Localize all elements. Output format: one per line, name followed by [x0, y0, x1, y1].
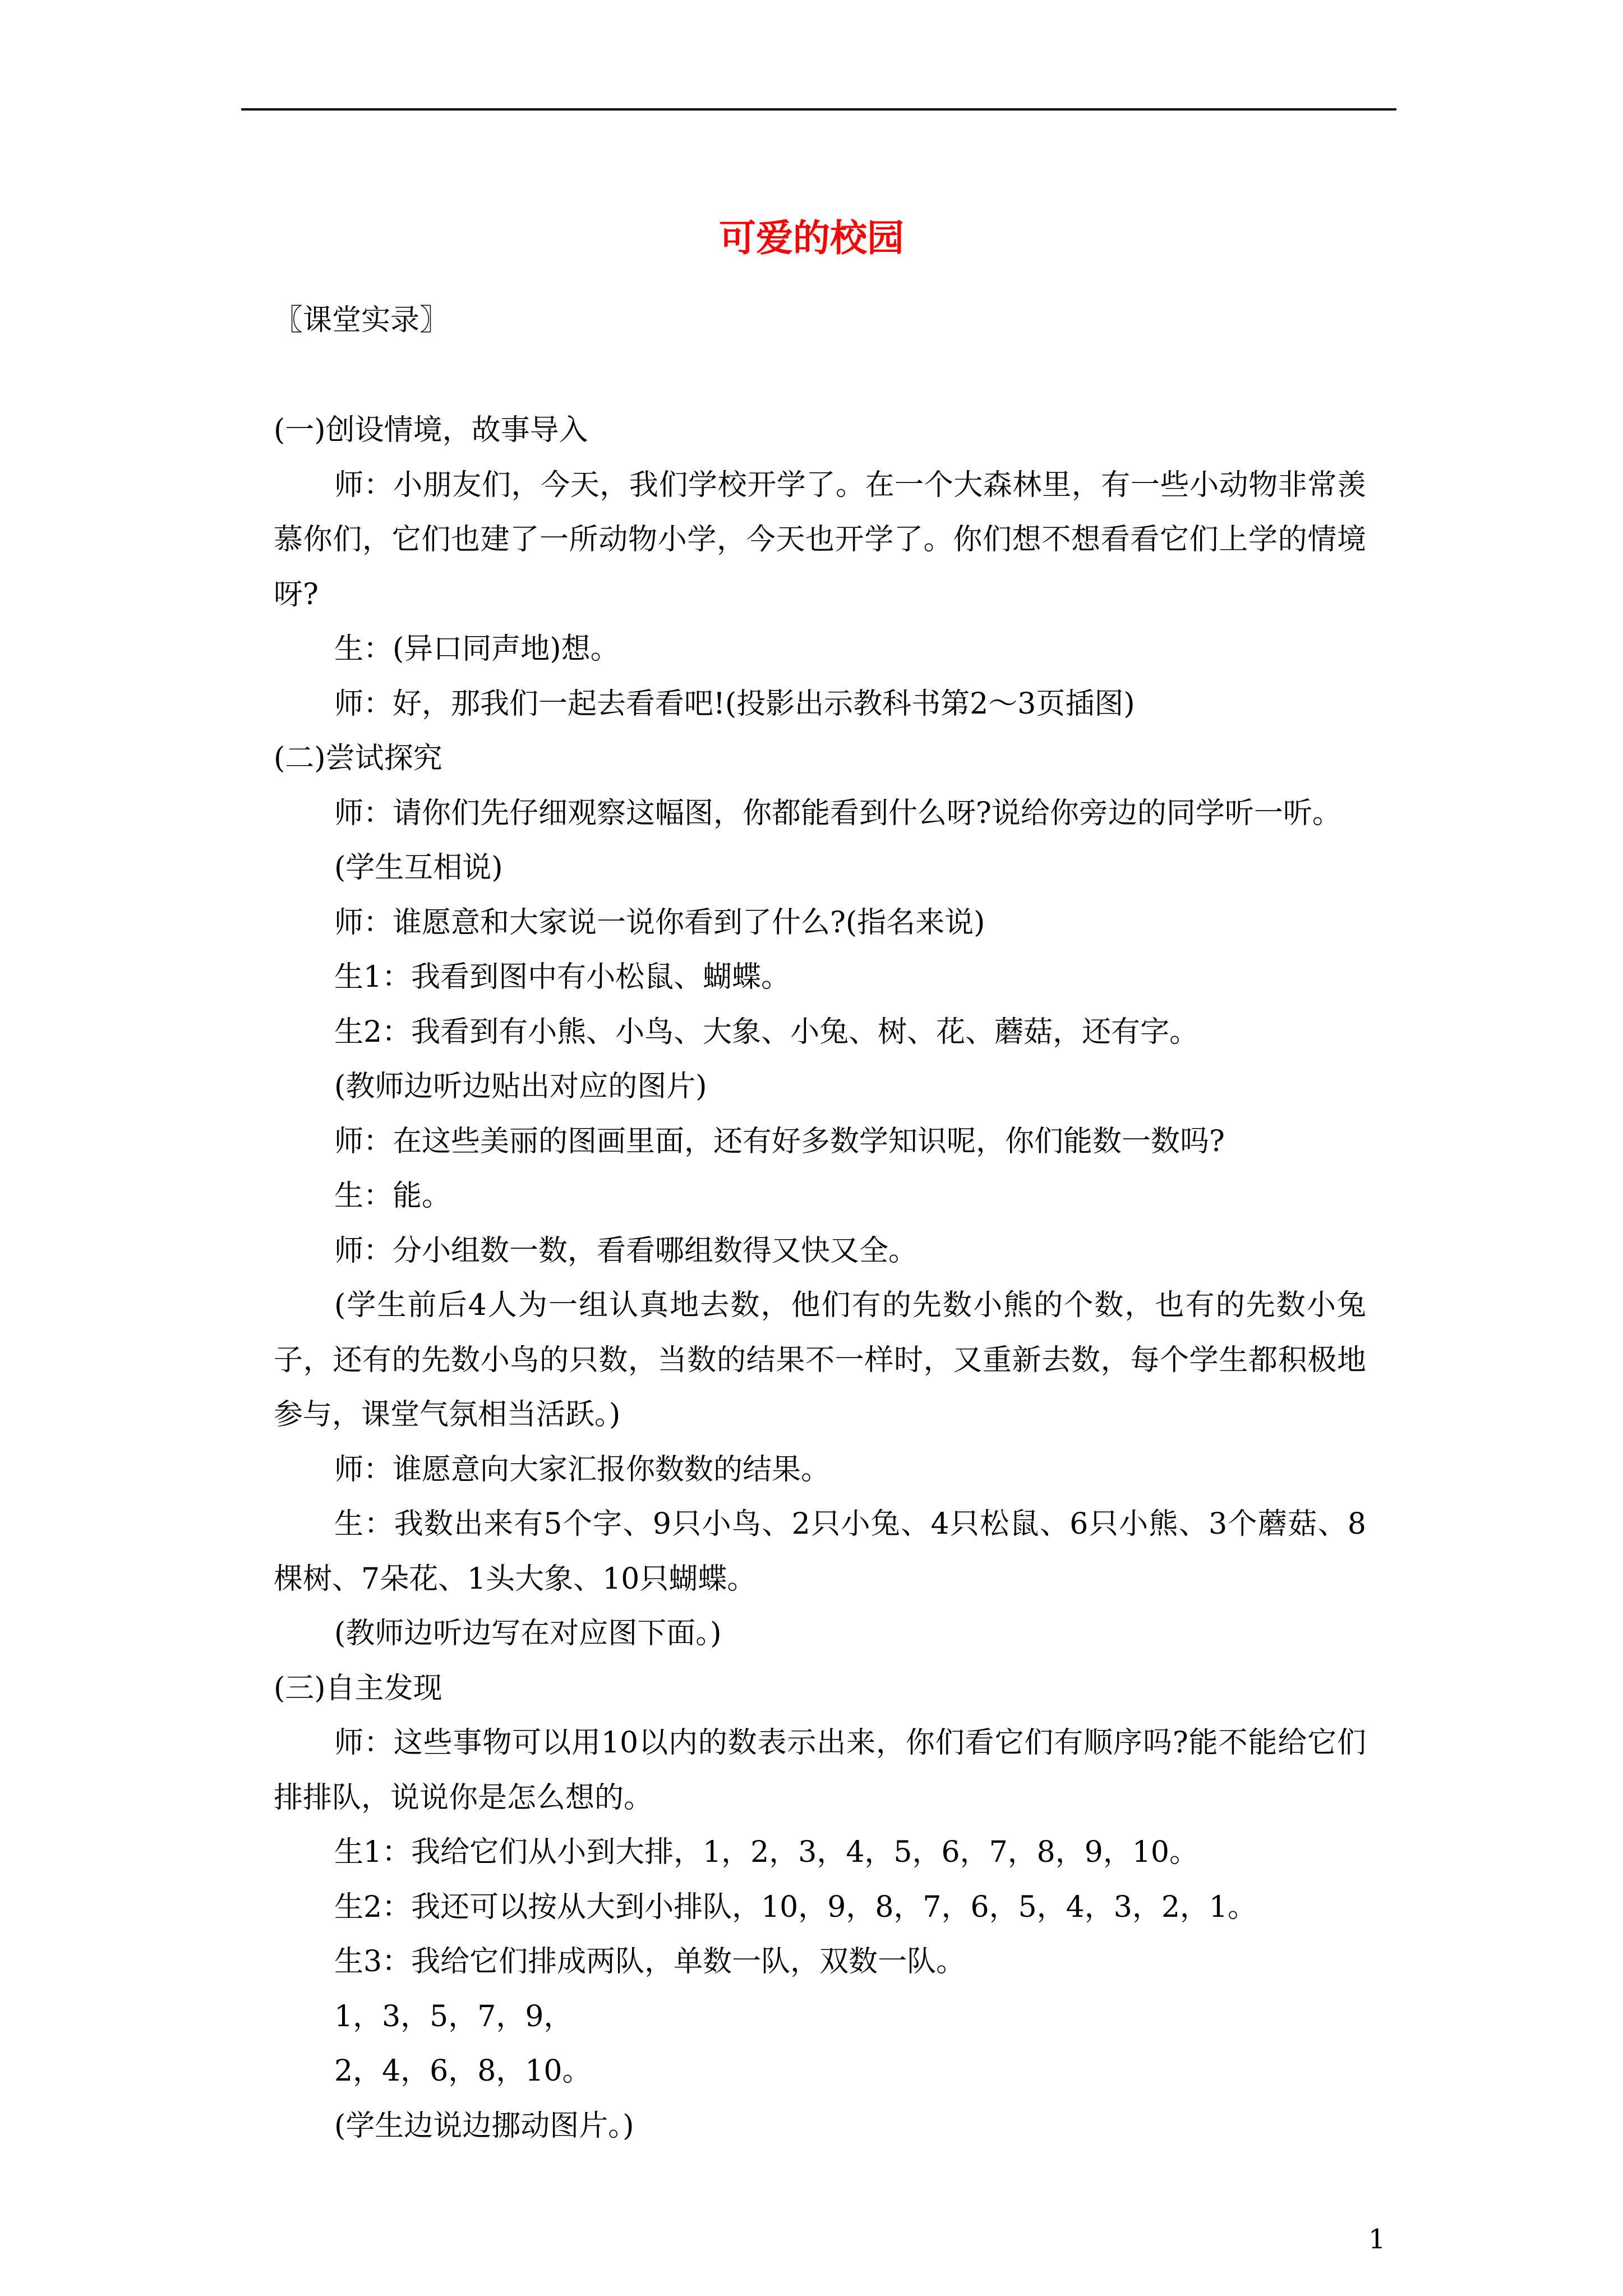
paragraph: 2，4，6，8，10。 [334, 2054, 592, 2088]
paragraph: 师：这些事物可以用10以内的数表示出来，你们看它们有顺序吗?能不能给它们排排队，说说你是怎么想的。 [274, 1726, 1366, 1815]
paragraph: 师：谁愿意向大家汇报你数数的结果。 [334, 1452, 831, 1487]
section-heading: (三)自主发现 [274, 1671, 442, 1705]
paragraph: (教师边听边写在对应图下面。) [334, 1617, 722, 1650]
paragraph: 生：能。 [334, 1179, 451, 1213]
paragraph: (学生前后4人为一组认真地去数，他们有的先数小熊的个数，也有的先数小兔子，还有的先数小鸟的只数，当数的结果不一样时，又重新去数，每个学生都积极地参与，课堂气氛相当活跃。) [274, 1289, 1366, 1432]
paragraph: 师：小朋友们，今天，我们学校开学了。在一个大森林里，有一些小动物非常羡慕你们，它们也建了一所动物小学，今天也开学了。你们想不想看看它们上学的情境呀? [274, 468, 1366, 611]
paragraph: 师：好，那我们一起去看看吧!(投影出示教科书第2～3页插图) [334, 687, 1135, 721]
paragraph: (学生边说边挪动图片。) [334, 2109, 634, 2143]
paragraph: 师：在这些美丽的图画里面，还有好多数学知识呢，你们能数一数吗? [334, 1124, 1225, 1158]
paragraph: 生2：我还可以按从大到小排队，10，9，8，7，6，5，4，3，2，1。 [334, 1890, 1257, 1924]
paragraph: 生：(异口同声地)想。 [334, 632, 620, 666]
paragraph: 生1：我看到图中有小松鼠、蝴蝶。 [334, 960, 791, 994]
paragraph: (教师边听边贴出对应的图片) [334, 1070, 707, 1103]
section-heading: (二)尝试探究 [274, 742, 442, 775]
paragraph: 生1：我给它们从小到大排，1，2，3，4，5，6，7，8，9，10。 [334, 1835, 1199, 1869]
paragraph: 1，3，5，7，9， [334, 1999, 573, 2033]
page-number: 1 [1368, 2224, 1386, 2255]
document-body [274, 403, 1366, 2154]
section-heading: (一)创设情境，故事导入 [274, 413, 588, 447]
section-label: 〖课堂实录〗 [274, 303, 449, 337]
paragraph: 生2：我看到有小熊、小鸟、大象、小兔、树、花、蘑菇，还有字。 [334, 1015, 1199, 1049]
paragraph: 师：分小组数一数，看看哪组数得又快又全。 [334, 1234, 918, 1268]
paragraph: 师：请你们先仔细观察这幅图，你都能看到什么呀?说给你旁边的同学听一听。 [334, 796, 1341, 830]
paragraph: 生3：我给它们排成两队，单数一队，双数一队。 [334, 1945, 966, 1978]
document-title: 可爱的校园 [719, 216, 904, 260]
paragraph: (学生互相说) [334, 851, 503, 885]
paragraph: 生：我数出来有5个字、9只小鸟、2只小兔、4只松鼠、6只小熊、3个蘑菇、8棵树、7朵花、1头大象、10只蝴蝶。 [274, 1507, 1366, 1596]
header-rule [241, 108, 1396, 111]
paragraph: 师：谁愿意和大家说一说你看到了什么?(指名来说) [334, 905, 985, 940]
